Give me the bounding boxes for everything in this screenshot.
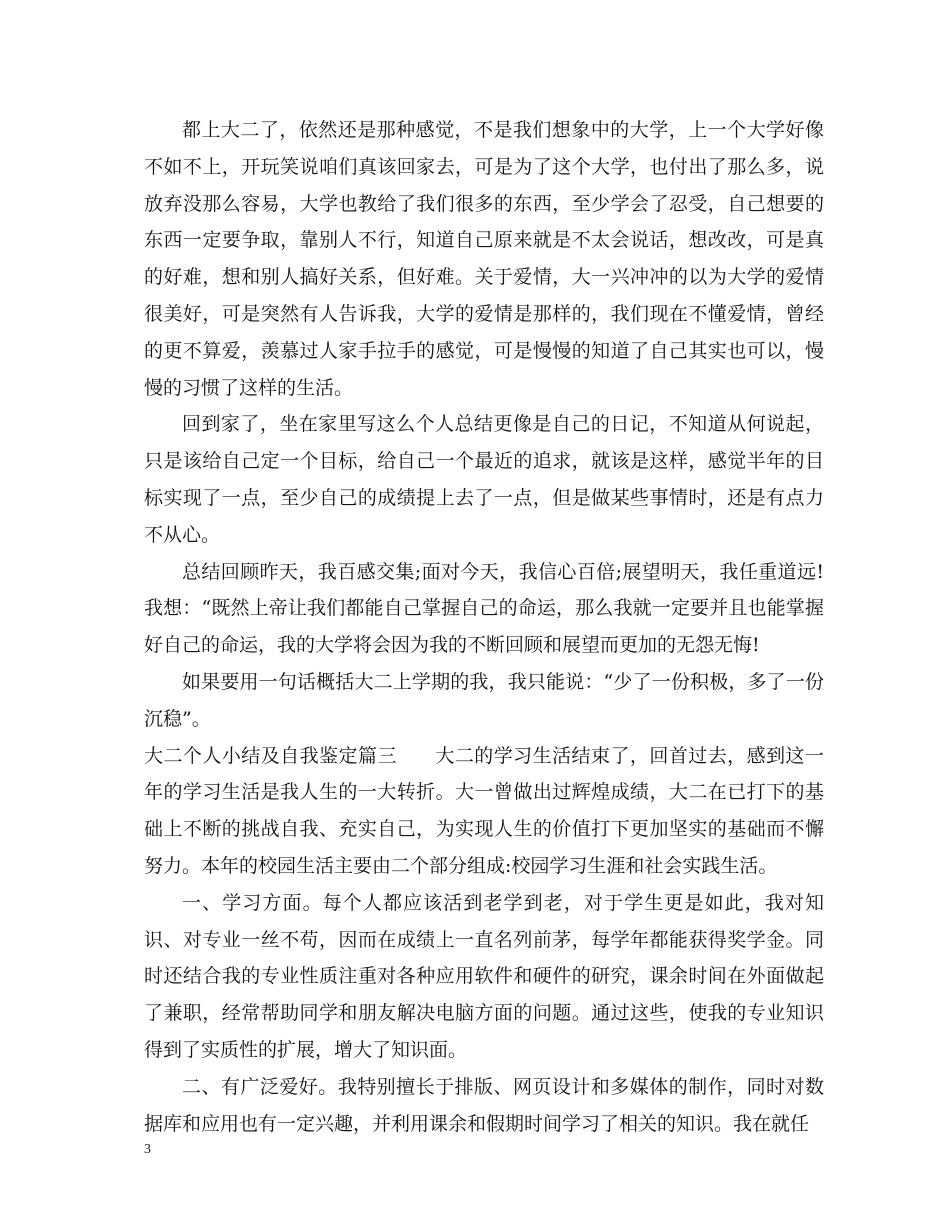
paragraph-4: 如果要用一句话概括大二上学期的我，我只能说：“少了一份积极，多了一份沉稳”。 xyxy=(144,670,824,730)
section-heading: 大二个人小结及自我鉴定篇三 xyxy=(144,744,397,767)
paragraph-1: 都上大二了，依然还是那种感觉，不是我们想象中的大学，上一个大学好像不如不上，开玩笑说咱们真该回家去，可是为了这个大学，也付出了那么多，说放弃没那么容易，大学也教给了我们很多的东西，至少学会了忍受，自己想要的东西一定要争取，靠别人不行，知道自己原来就是不太会说话，想改改，可是真的好难，想和别人搞好关系，但好难。关于爱情，大一兴冲冲的以为大学的爱情很美好，可是突然有人告诉我，大学的爱情是那样的，我们现在不懂爱情，曾经的更不算爱，羡慕过人家手拉手的感觉，可是慢慢的知道了自己其实也可以，慢慢的习惯了这样的生活。 xyxy=(144,119,824,399)
page-number: 3 xyxy=(144,1142,151,1157)
document-body xyxy=(144,112,824,1142)
paragraph-7: 二、有广泛爱好。我特别擅长于排版、网页设计和多媒体的制作，同时对数据库和应用也有一定兴趣，并利用课余和假期时间学习了相关的知识。我在就任 xyxy=(144,1075,824,1135)
paragraph-5 xyxy=(144,738,824,885)
paragraph-2: 回到家了，坐在家里写这么个人总结更像是自己的日记，不知道从何说起，只是该给自己定一个目标，给自己一个最近的追求，就该是这样，感觉半年的目标实现了一点，至少自己的成绩提上去了一点，但是做某些事情时，还是有点力不从心。 xyxy=(144,413,824,546)
section-text: 大二的学习生活结束了，回首过去，感到这一年的学习生活是我人生的一大转折。大一曾做出过辉煌成绩，大二在已打下的基础上不断的挑战自我、充实自己，为实现人生的价值打下更加坚实的基础而不懈努力。本年的校园生活主要由二个部分组成:校园学习生涯和社会实践生活。 xyxy=(144,744,824,877)
paragraph-6: 一、学习方面。每个人都应该活到老学到老，对于学生更是如此，我对知识、对专业一丝不苟，因而在成绩上一直名列前茅，每学年都能获得奖学金。同时还结合我的专业性质注重对各种应用软件和硬件的研究，课余时间在外面做起了兼职，经常帮助同学和朋友解决电脑方面的问题。通过这些，使我的专业知识得到了实质性的扩展，增大了知识面。 xyxy=(144,891,824,1061)
paragraph-3: 总结回顾昨天，我百感交集;面对今天，我信心百倍;展望明天，我任重道远!我想：“既然上帝让我们都能自己掌握自己的命运，那么我就一定要并且也能掌握好自己的命运，我的大学将会因为我的不断回顾和展望而更加的无怨无悔! xyxy=(144,560,824,657)
